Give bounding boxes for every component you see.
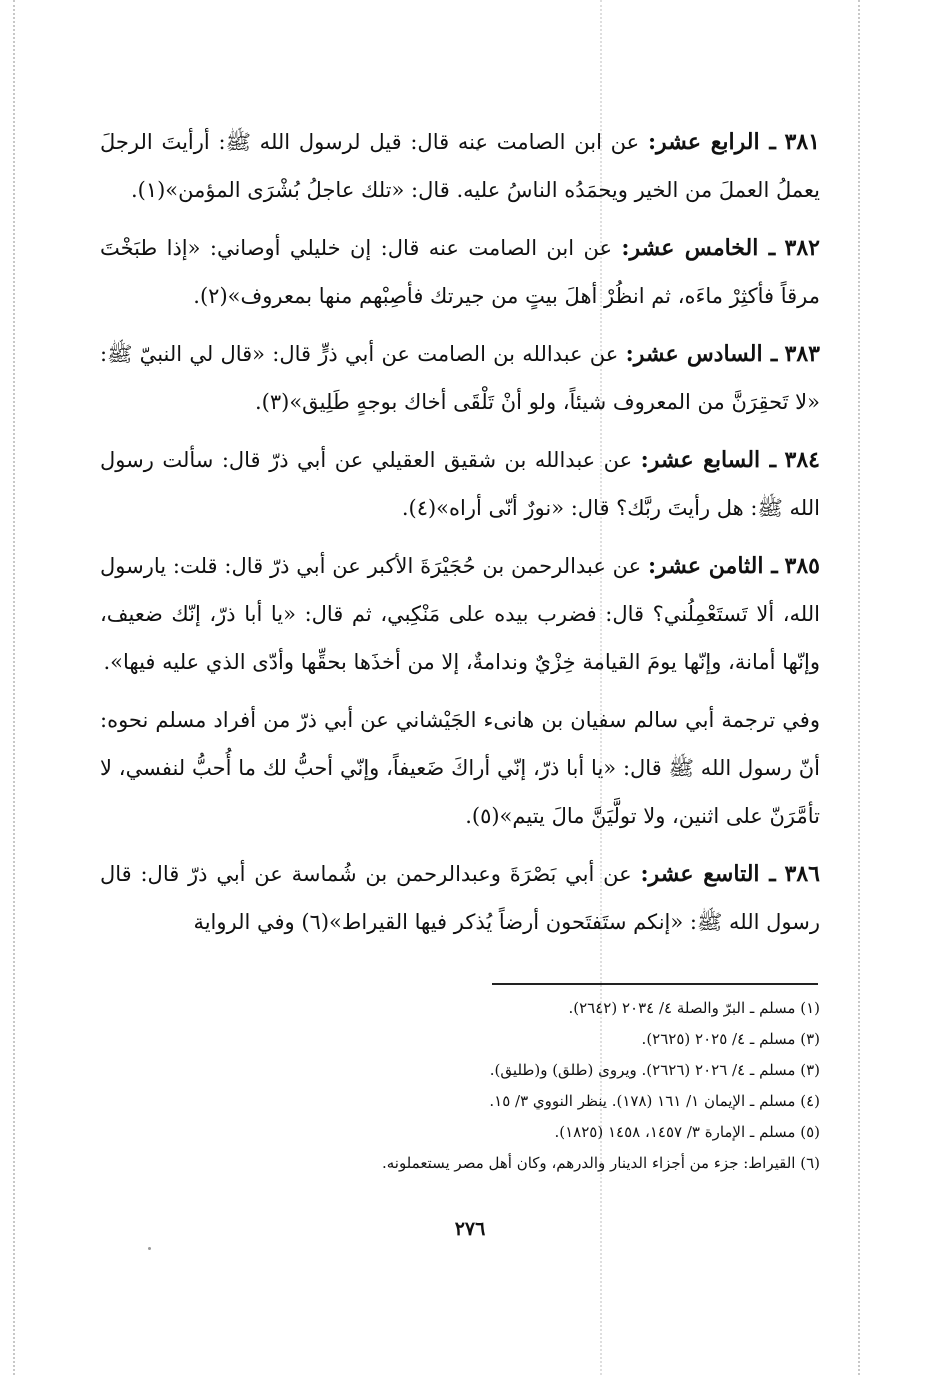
hadith-number: ٣٨٤ [784,447,820,473]
main-text-body [100,118,820,956]
hadith-heading: ـ الرابع عشر: [647,129,776,155]
hadith-number: ٣٨٦ [784,861,820,887]
hadith-paragraph-382 [100,224,820,320]
hadith-heading: ـ السادس عشر: [625,341,778,367]
scan-guide-line-right [858,0,860,1375]
footnote-5: (٥) مسلم ـ الإمارة ٣/ ١٤٥٧، ١٤٥٨ (١٨٢٥). [554,1123,820,1141]
hadith-text: عن عبدالله بن الصامت عن أبي ذرٍّ قال: «قال لي النبيّ ﷺ: «لا تَحقِرَنَّ من المعروف شيئاً، ولو أنْ تَلْقَى أخاك بوجهٍ طَلِيق»(٣). [100,342,820,414]
footnote-1: (١) مسلم ـ البرّ والصلة ٤/ ٢٠٣٤ (٢٦٤٢). [568,999,820,1017]
hadith-heading: ـ السابع عشر: [640,447,777,473]
hadith-text: وفي ترجمة أبي سالم سفيان بن هانىء الجَيْشاني عن أبي ذرّ من أفراد مسلم نحوه: أنّ رسول الله ﷺ قال: «يا أبا ذرّ، إنّي أراكَ ضَعيفاً، وإنّي أحبُّ لك ما أُحبُّ لنفسي، لا تأمَّرَنّ على اثنين، ولا تولَّيَنَّ مالَ يتيم»(٥). [100,708,820,828]
page-number: ٢٧٦ [454,1218,486,1240]
hadith-paragraph-386 [100,850,820,946]
hadith-text: عن عبدالله بن شقيق العقيلي عن أبي ذرّ قال: سألت رسول الله ﷺ: هل رأيتَ ربَّك؟ قال: «نورٌ أنّى أراه»(٤). [100,448,820,520]
footnote-6: (٦) القيراط: جزء من أجزاء الدينار والدرهم، وكان أهل مصر يستعملونه. [381,1154,820,1172]
hadith-paragraph-381 [100,118,820,214]
hadith-number: ٣٨١ [784,129,820,155]
hadith-number: ٣٨٥ [784,553,820,579]
footnote-3: (٣) مسلم ـ ٤/ ٢٠٢٦ (٢٦٢٦). ويروى (طلق) و(طليق). [489,1061,820,1079]
hadith-text: عن ابن الصامت عنه قال: إن خليلي أوصاني: «إذا طبَخْتَ مرقاً فأكثِرْ ماءَه، ثم انظُرْ أهلَ بيتٍ من جيرتك فأصِبْهم منها بمعروف»(٢). [100,236,820,308]
scan-guide-line-left [13,0,15,1375]
footnote-divider [492,983,818,985]
hadith-heading: ـ الثامن عشر: [647,553,778,579]
hadith-heading: ـ الخامس عشر: [621,235,776,261]
hadith-text: عن أبي بَصْرَةَ وعبدالرحمن بن شُماسة عن أبي ذرّ قال: قال رسول الله ﷺ: «إنكم ستَفتَحون أرضاً يُذكر فيها القيراط»(٦) وفي الرواية [100,862,820,934]
footnote-4: (٤) مسلم ـ الإيمان ١/ ١٦١ (١٧٨). ينظر النووي ٣/ ١٥. [489,1092,820,1110]
hadith-paragraph-384 [100,436,820,532]
scan-speck [148,1247,151,1250]
hadith-text: عن عبدالرحمن بن حُجَيْرَةَ الأكبر عن أبي ذرّ قال: قلت: يارسول الله، ألا تَستَعْمِلُني؟ قال: فضرب بيده على مَنْكِبي، ثم قال: «يا أبا ذرّ، إنّك ضعيف، وإنّها أمانة، وإنّها يومَ القيامة خِزْيٌ وندامةٌ، إلا من أخذَها بحقِّها وأدّى الذي عليه فيها». [100,554,820,674]
footnotes-section [100,993,820,1179]
hadith-text: عن ابن الصامت عنه قال: قيل لرسول الله ﷺ: أرأيتَ الرجلَ يعملُ العملَ من الخير ويحمَدُه الناسُ عليه. قال: «تلك عاجلُ بُشْرَى المؤمن»(١). [100,130,820,202]
hadith-heading: ـ التاسع عشر: [640,861,776,887]
hadith-number: ٣٨٢ [784,235,820,261]
hadith-paragraph-383 [100,330,820,426]
hadith-number: ٣٨٣ [784,341,820,367]
hadith-paragraph-385 [100,542,820,686]
narration-note-paragraph [100,696,820,840]
footnote-2: (٣) مسلم ـ ٤/ ٢٠٢٥ (٢٦٢٥). [641,1030,820,1048]
